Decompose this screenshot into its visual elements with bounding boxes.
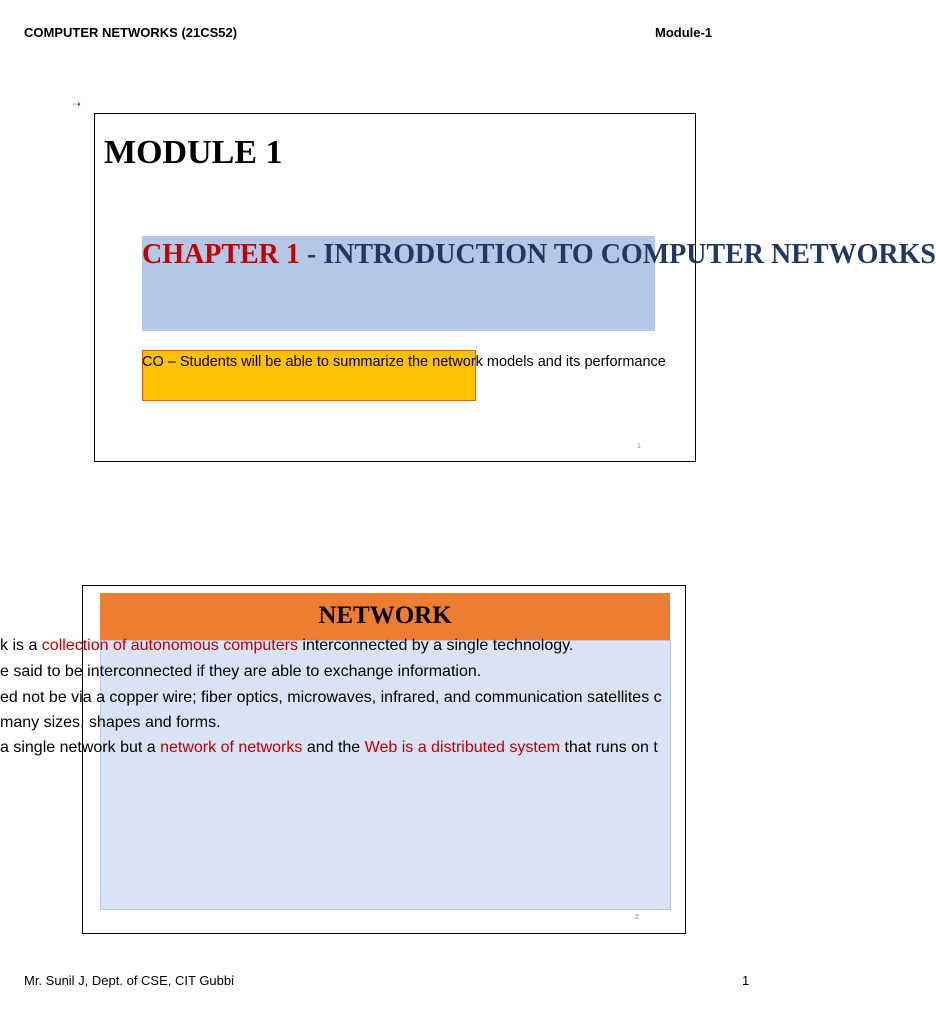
network-line-1 (0, 637, 573, 655)
course-outcome-text: CO – Students will be able to summarize the network models and its performance (142, 354, 666, 370)
line-5-highlight-2: Web is a distributed system (364, 739, 560, 756)
page-header-module: Module-1 (655, 25, 713, 40)
line-5-text-tail: that runs on t (560, 739, 658, 756)
line-5-text-mid: and the (302, 739, 365, 756)
line-3-text: ed not be via a copper wire; fiber optics, microwaves, infrared, and communication satellites c (0, 689, 662, 706)
line-1-text: k is a (0, 637, 42, 654)
line-1-text-tail: interconnected by a single technology. (297, 637, 574, 654)
slide-2-number: 2 (635, 914, 639, 921)
line-1-highlight: collection of autonomous computers (41, 637, 298, 654)
chapter-heading (142, 239, 936, 271)
page-number: 1 (742, 973, 750, 988)
slide-1-number: 1 (637, 443, 641, 450)
network-title: NETWORK (318, 602, 452, 629)
anchor-mark-icon: ⇢ (73, 99, 81, 109)
chapter-separator: - (299, 239, 324, 270)
line-4-text: many sizes, shapes and forms. (0, 714, 221, 731)
page-footer-author: Mr. Sunil J, Dept. of CSE, CIT Gubbi (24, 973, 235, 988)
line-5-highlight: network of networks (160, 739, 303, 756)
page-header-title: COMPUTER NETWORKS (21CS52) (24, 25, 238, 40)
slide-1 (94, 113, 936, 462)
slide-1-title: MODULE 1 (104, 134, 283, 171)
line-5-text: a single network but a (0, 739, 161, 756)
network-line-3 (0, 689, 662, 707)
network-line-5 (0, 739, 658, 757)
chapter-label: CHAPTER 1 (142, 239, 300, 270)
chapter-title: INTRODUCTION TO COMPUTER NETWORKS (323, 239, 936, 270)
network-line-4 (0, 714, 221, 732)
network-line-2 (0, 663, 481, 681)
line-2-text: e said to be interconnected if they are able to exchange information. (0, 663, 482, 680)
